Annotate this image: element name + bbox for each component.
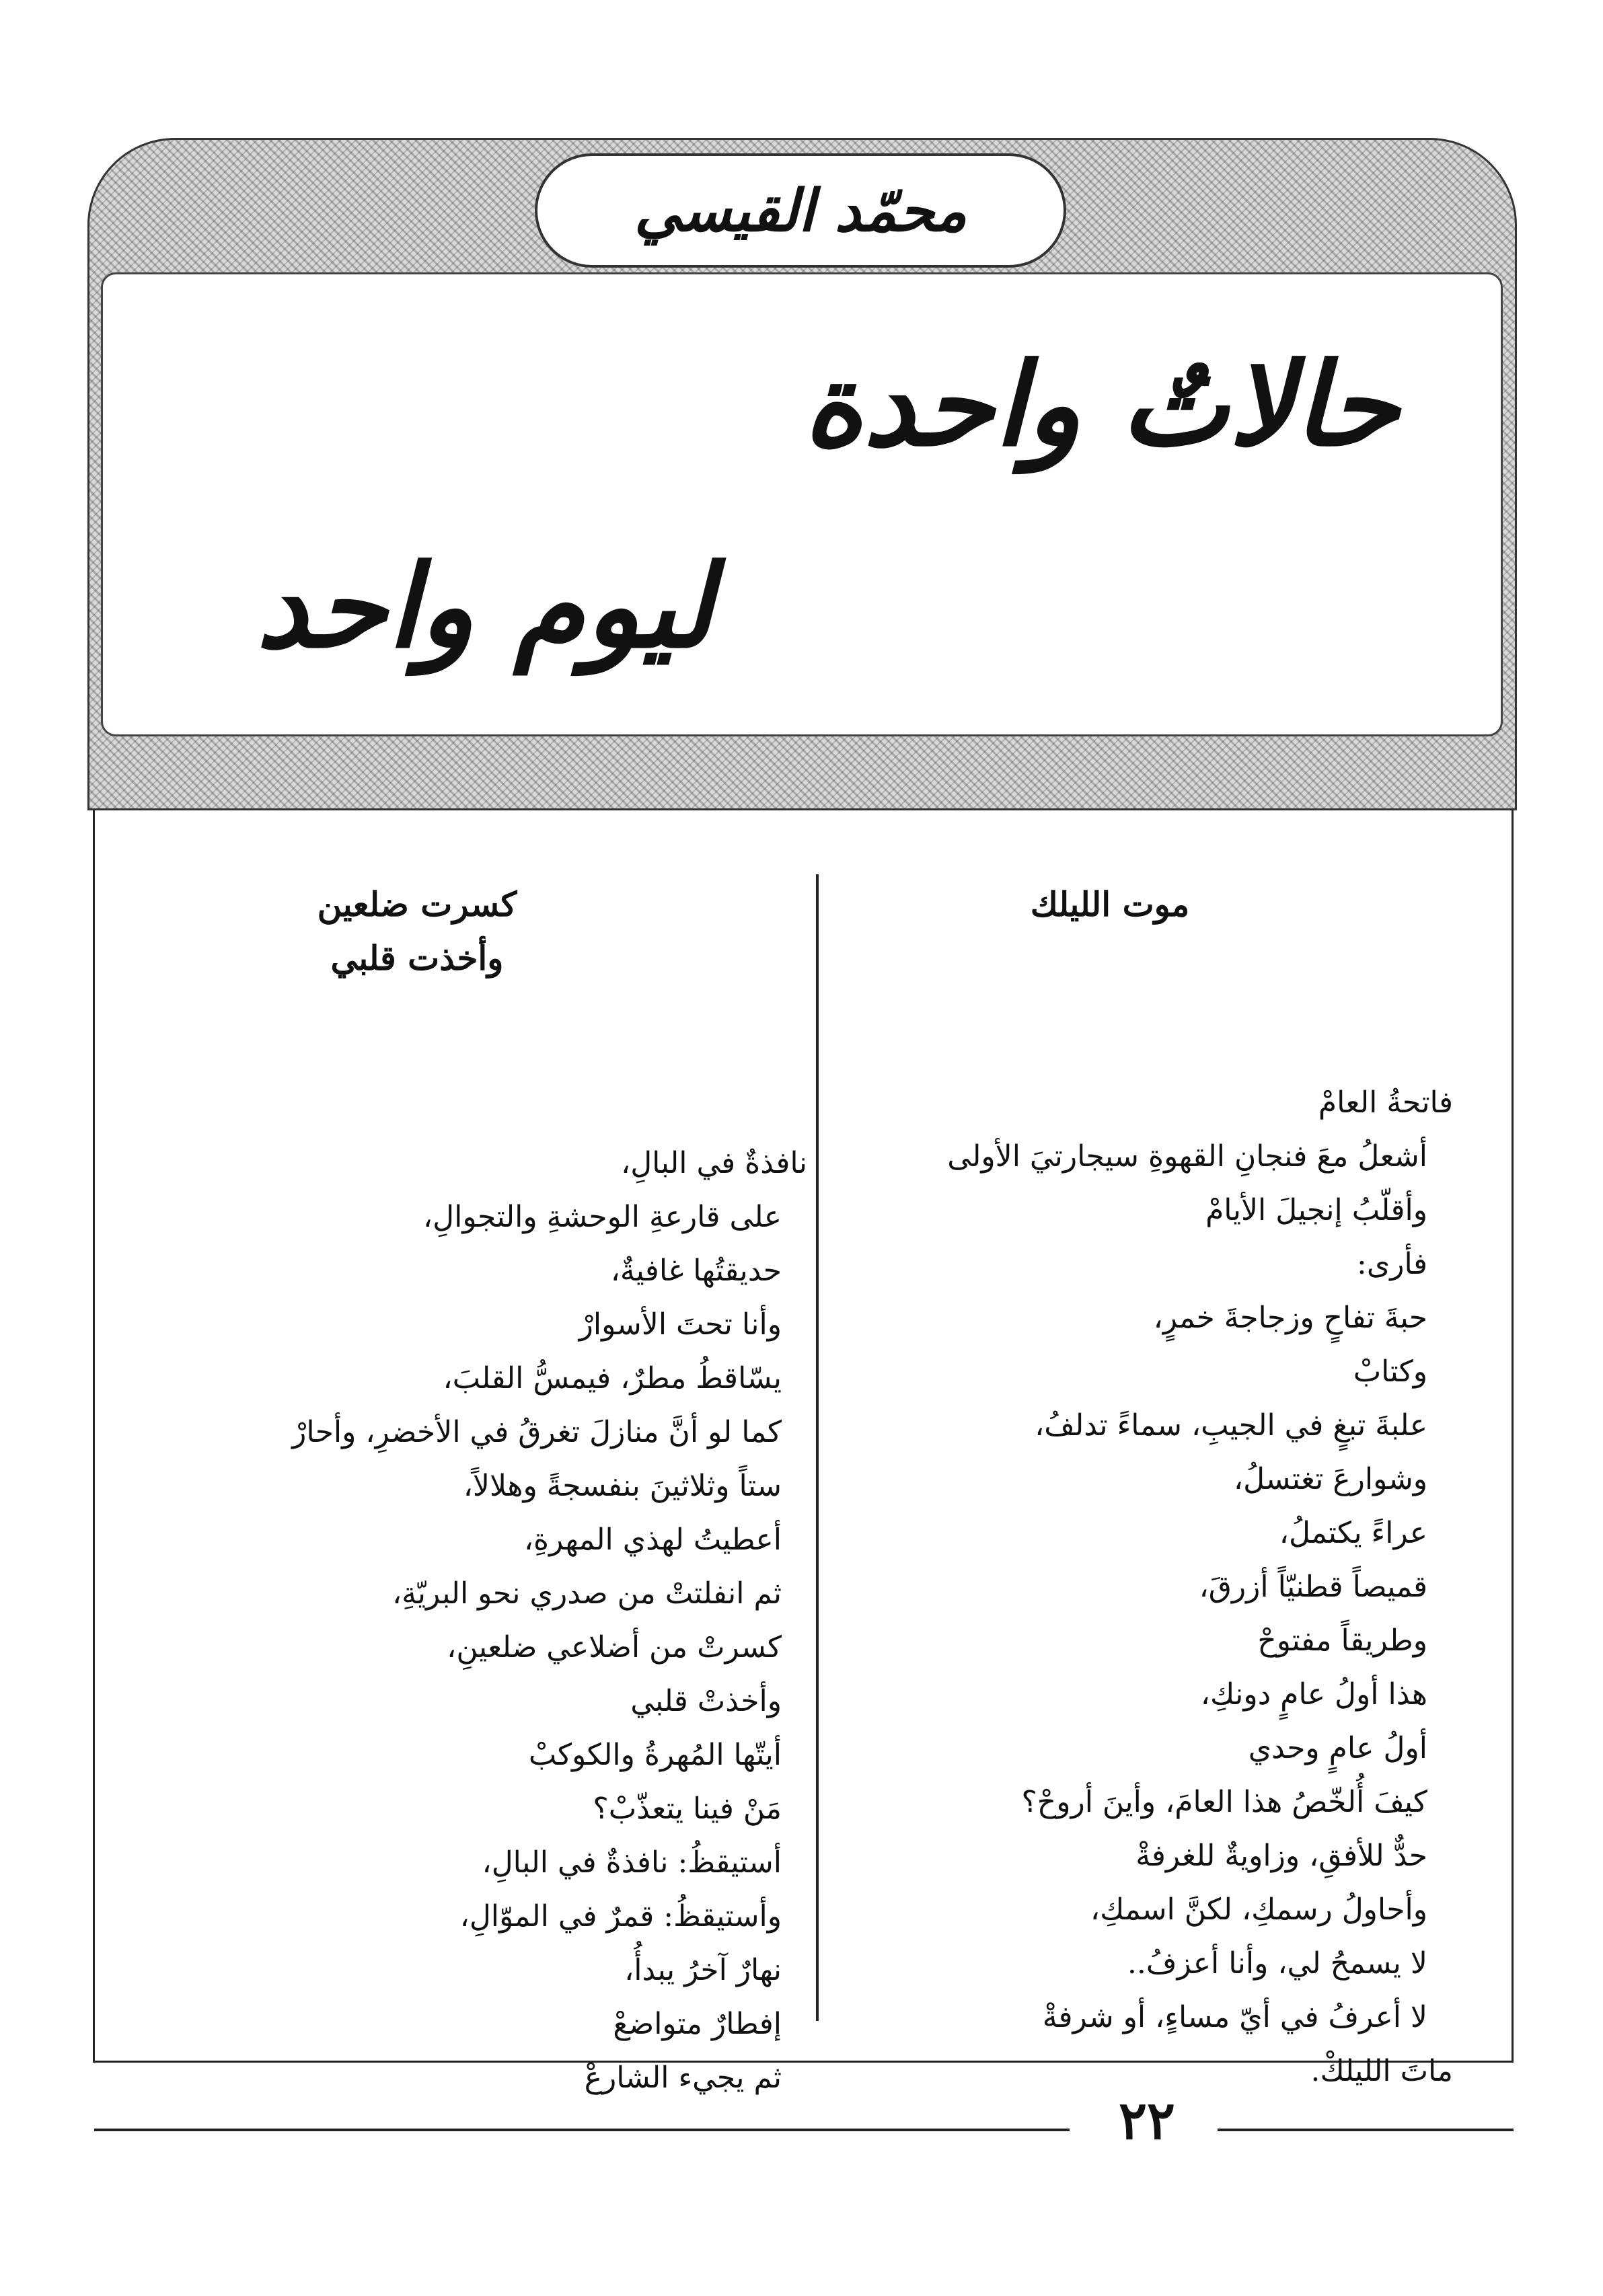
poem-right-title-text: موت الليلك	[1030, 884, 1190, 924]
poem-line: حبةَ تفاحٍ وزجاجةَ خمرٍ،	[1153, 1301, 1427, 1335]
poem-line: فاتحةُ العامْ	[1318, 1085, 1453, 1120]
author-box	[535, 153, 1066, 268]
poem-line: أشعلُ معَ فنجانِ القهوةِ سيجارتيَ الأولى	[947, 1139, 1427, 1174]
poem-line: على قارعةِ الوحشةِ والتجوالِ،	[422, 1200, 782, 1234]
poem-line: كسرتْ من أضلاعي ضلعينِ،	[447, 1630, 782, 1664]
poem-line: وأنا تحتَ الأسوارْ	[579, 1307, 782, 1342]
poem-line: وأستيقظُ: قمرٌ في الموّالِ،	[459, 1899, 782, 1934]
poem-right-body	[848, 1076, 1453, 2098]
page-number: ٢٢	[1119, 2090, 1175, 2151]
poem-line: وشوارعَ تغتسلُ،	[1233, 1462, 1427, 1496]
poem-line: قميصاً قطنيّاً أزرقَ،	[1199, 1570, 1427, 1604]
poem-left-body	[175, 1137, 807, 2105]
poem-line: نافذةٌ في البالِ،	[621, 1146, 807, 1180]
poem-right-title	[942, 878, 1278, 931]
poem-line: حديقتُها غافيةٌ،	[610, 1254, 782, 1288]
poem-line: نهارٌ آخرُ يبدأُ،	[624, 1953, 782, 1987]
poem-line: فأرى:	[1357, 1247, 1427, 1281]
poem-line: ماتَ الليلكْ.	[1310, 2054, 1453, 2088]
poem-line: أيتّها المُهرةُ والكوكبْ	[528, 1738, 782, 1772]
poem-line: كما لو أنَّ منازلَ تغرقُ في الأخضرِ، وأحارْ	[292, 1415, 782, 1449]
poem-line: عراءً يكتملُ،	[1279, 1516, 1427, 1550]
poem-line: كيفَ أُلخّصُ هذا العامَ، وأينَ أروحْ؟	[1021, 1785, 1427, 1819]
poem-left-title-line: وأخذت قلبي	[330, 938, 504, 978]
poem-line: يسّاقطُ مطرٌ، فيمسُّ القلبَ،	[443, 1361, 782, 1395]
page-subtitle: ليوم واحد	[256, 539, 713, 674]
poem-line: لا أعرفُ في أيّ مساءٍ، أو شرفةْ	[1042, 2000, 1427, 2034]
poem-line: لا يسمحُ لي، وأنا أعزفُ..	[1127, 1946, 1427, 1981]
poem-line: وطريقاً مفتوحْ	[1257, 1623, 1427, 1658]
poem-line: حدٌّ للأفقِ، وزاويةٌ للغرفةْ	[1135, 1839, 1427, 1873]
poem-line: ثم انفلتتْ من صدري نحو البريّةِ،	[392, 1576, 782, 1611]
footer-rule-right	[1218, 2129, 1514, 2131]
poem-left-title-line: كسرت ضلعين	[317, 884, 517, 924]
poem-line: وأحاولُ رسمكِ، لكنَّ اسمكِ،	[1090, 1892, 1427, 1927]
poem-line: أستيقظُ: نافذةٌ في البالِ،	[482, 1845, 782, 1880]
poem-line: وأقلّبُ إنجيلَ الأيامْ	[1205, 1193, 1427, 1227]
poem-line: هذا أولُ عامٍ دونكِ،	[1200, 1677, 1427, 1712]
poem-line: أولُ عامٍ وحدي	[1248, 1731, 1427, 1765]
author-name: محمّد القيسي	[634, 176, 967, 245]
poem-left-title	[283, 878, 552, 985]
footer-rule-left	[94, 2129, 1070, 2131]
poem-line: إفطارٌ متواضعْ	[613, 2007, 782, 2041]
poem-line: وأخذتْ قلبي	[630, 1684, 782, 1718]
column-divider	[816, 874, 819, 2021]
page-title: حالاتٌ واحدة	[803, 338, 1399, 472]
poem-line: أعطيتُ لهذي المهرةِ،	[523, 1523, 782, 1557]
poem-line: ستاً وثلاثينَ بنفسجةً وهلالاً،	[463, 1469, 782, 1503]
poem-line: مَنْ فينا يتعذّبْ؟	[593, 1792, 782, 1826]
poem-line: علبةَ تبغٍ في الجيبِ، سماءً تدلفُ،	[1035, 1408, 1427, 1443]
poem-line: وكتابْ	[1353, 1354, 1427, 1389]
poem-line: ثم يجيء الشارعْ	[584, 2061, 782, 2095]
